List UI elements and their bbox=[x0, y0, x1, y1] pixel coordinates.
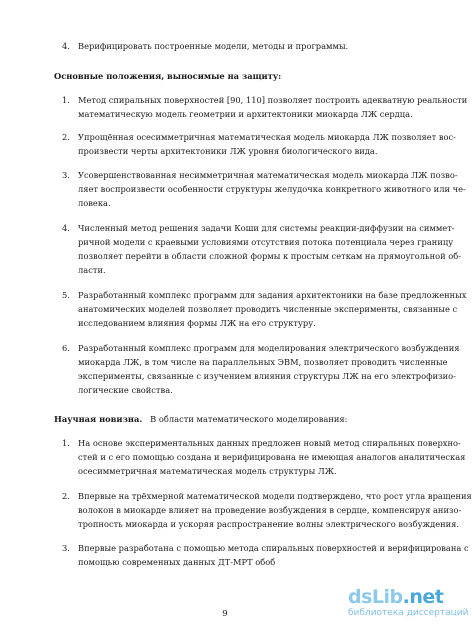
list-item-text: Усовершенствованная несимметричная математическая модель миокарда ЛЖ позво- bbox=[78, 170, 458, 180]
list-item-text: Впервые разработана с помощью метода спиральных поверхностей и верифицирована с bbox=[78, 543, 469, 553]
list-item-number: 5. bbox=[62, 290, 70, 300]
list-item-text: ляет воспроизвести особенности структуры желудочка конкретного животного или че- bbox=[78, 184, 466, 194]
watermark-brand-tld: .net bbox=[402, 586, 444, 608]
list-item-text: произвести черты архитектоники ЛЖ уровня биологического вида. bbox=[78, 146, 378, 156]
watermark-logo bbox=[348, 586, 469, 632]
list-item-text: математическую модель геометрии и архитектоники миокарда ЛЖ сердца. bbox=[78, 109, 413, 119]
list-item-text: ричной модели с краевыми условиями отсутствия потока потенциала через границу bbox=[78, 237, 454, 247]
list-item-text: исследованием влияния формы ЛЖ на его структуру. bbox=[78, 318, 316, 328]
list-item-text: анатомических моделей позволяет проводить численные эксперименты, связанные с bbox=[78, 304, 458, 314]
list-item-number: 3. bbox=[62, 170, 70, 180]
list-item-text: логические свойства. bbox=[78, 385, 173, 395]
list-item-text: Верифицировать построенные модели, методы и программы. bbox=[78, 41, 349, 51]
list-item-number: 1. bbox=[62, 95, 70, 105]
list-item-number: 3. bbox=[62, 543, 70, 553]
list-item-text: Упрощённая осесимметричная математическая модель миокарда ЛЖ позволяет вос- bbox=[78, 132, 456, 142]
list-item-text: эксперименты, связанные с изучением влияния структуры ЛЖ на его электрофизио- bbox=[78, 371, 456, 381]
list-item-number: 2. bbox=[62, 132, 70, 142]
list-item-number: 4. bbox=[62, 223, 70, 233]
list-item-text: Разработанный комплекс программ для задания архитектоники на базе предложенных bbox=[78, 290, 467, 300]
watermark-brand bbox=[348, 586, 448, 608]
list-item-number: 1. bbox=[62, 438, 70, 448]
list-item-text: На основе экспериментальных данных предложен новый метод спиральных поверхно- bbox=[78, 438, 461, 448]
list-item-text: стей и с его помощью создана и верифицирована не имеющая аналогов аналитическая bbox=[78, 452, 466, 462]
section-heading-rest: В области математического моделирования: bbox=[150, 414, 348, 424]
page-number: 9 bbox=[222, 609, 228, 619]
list-item-text: тропность миокарда и ускоряя распространение волны электрического возбуждения. bbox=[78, 519, 460, 529]
section-heading: Основные положения, выносимые на защиту: bbox=[54, 71, 282, 81]
list-item-number: 2. bbox=[62, 491, 70, 501]
section-heading-bold: Научная новизна. bbox=[54, 414, 143, 424]
list-item-text: миокарда ЛЖ, в том числе на параллельных ЭВМ, позволяет проводить численные bbox=[78, 357, 448, 367]
list-item-text: позволяет перейти в области сложной формы к простым сеткам на прямоугольной об- bbox=[78, 251, 462, 261]
watermark-brand-main: dsLib bbox=[348, 586, 403, 608]
list-item-text: ласти. bbox=[78, 265, 106, 275]
list-item-number: 6. bbox=[62, 343, 70, 353]
list-item-text: Впервые на трёхмерной математической модели подтверждено, что рост угла вращения bbox=[78, 491, 472, 501]
list-item-text: осесимметричная математическая модель структуры ЛЖ. bbox=[78, 466, 337, 476]
list-item-text: помощью современных данных ДТ-МРТ обоб bbox=[78, 557, 276, 567]
list-item-text: волокон в миокарде влияет на проведение возбуждения в сердце, компенсируя анизо- bbox=[78, 505, 462, 515]
watermark-subtitle: библиотека диссертаций bbox=[348, 608, 469, 618]
list-item-text: Разработанный комплекс программ для моделирования электрического возбуждения bbox=[78, 343, 460, 353]
section-heading bbox=[54, 414, 347, 424]
list-item-number: 4. bbox=[62, 41, 70, 51]
list-item-text: Метод спиральных поверхностей [90, 110] позволяет построить адекватную реальности bbox=[78, 95, 468, 105]
list-item-text: Численный метод решения задачи Коши для системы реакции-диффузии на симмет- bbox=[78, 223, 455, 233]
list-item-text: ловека. bbox=[78, 198, 111, 208]
